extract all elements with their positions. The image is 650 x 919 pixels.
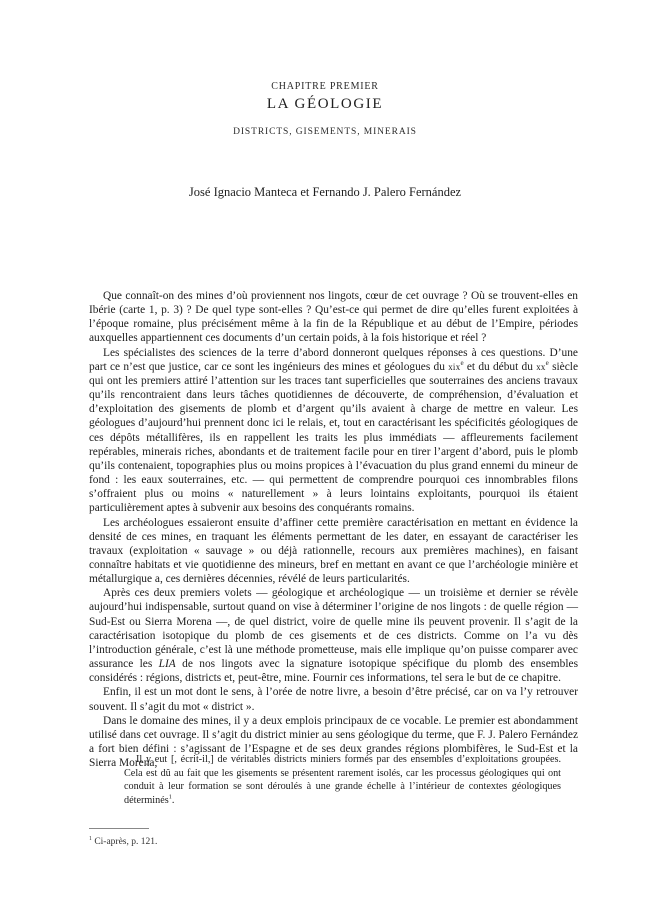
authors: José Ignacio Manteca et Fernando J. Palero Fernández bbox=[188, 185, 462, 199]
paragraph-4-part-a: Après ces deux premiers volets — géologique et archéologique — un troisième et dernier se révèle aujourd’hui indispensable, surtout quand on vise à déterminer l’origine de nos lingots : de quelle région — Sud-Est ou Sierra Morena —, de quel district, voire de quelle mine ils peuvent provenir. Il s’agit de la caractérisation isotopique du plomb de ces gisements et de ces districts. Comme on l’a vu dès l’introduction générale, c’est là une méthode prometteuse, mais elle implique qu’on puisse comparer avec assurance les bbox=[89, 587, 578, 671]
paragraph-6: Dans le domaine des mines, il y a deux emplois principaux de ce vocable. Le premier est abondamment utilisé dans cet ouvrage. Il s’agit du district minier au sens géologique du terme, que F. J. Palero Fernández a fort bien défini : s’agissant de l’Espagne et de ses deux grandes régions plombifères, le Sud-Est et la Sierra Morena, bbox=[89, 714, 578, 770]
paragraph-4 bbox=[89, 586, 578, 685]
chapter-subtitle: DISTRICTS, GISEMENTS, MINERAIS bbox=[233, 127, 417, 137]
paragraph-3: Les archéologues essaieront ensuite d’affiner cette première caractérisation en mettant en évidence la densité de ces mines, en traquant les éléments permettant de les dater, en essayant de caractériser les travaux (exploitation « sauvage » ou déjà rationnelle, recours aux premières machines), en faisant connaître habitats et vie quotidienne des mineurs, bref en mettant en avant ce que l’archéologie minière et métallurgique a, ces dernières décennies, révélé de leurs particularités. bbox=[89, 516, 578, 586]
paragraph-2 bbox=[89, 346, 578, 516]
quote-paragraph bbox=[124, 753, 561, 807]
chapter-title: LA GÉOLOGIE bbox=[266, 96, 384, 112]
century-20: xx bbox=[536, 361, 546, 372]
paragraph-2-part-a: Les spécialistes des sciences de la terre d’abord donneront quelques réponses à ces questions. D’une part ce n’est que justice, car ce sont les ingénieurs des mines et géologues du bbox=[89, 346, 578, 373]
paragraph-1: Que connaît-on des mines d’où proviennent nos lingots, cœur de cet ouvrage ? Où se trouvent-elles en Ibérie (carte 1, p. 3) ? De quel type sont-elles ? Qu’est-ce qui permet de dire qu’elles furent exploitées à l’époque romaine, plus précisément même à la fin de la République et au début de l’Empire, périodes auxquelles appartiennent ces documents d’un certain poids, à la fois historique et réel ? bbox=[89, 290, 578, 345]
paragraph-2-part-c: siècle qui ont les premiers attiré l’attention sur les traces tant superficielles que souterraines des anciens travaux qu’ils rencontraient dans leurs tâches quotidiennes de découverte, de compréhension, d’évaluation et d’exploitation des gisements de plomb et d’argent qu’ils avaient à charge de mettre en valeur. Les géologues d’aujourd’hui prennent donc ici le relais, et, tout en caractérisant les spécificités géologiques de ces dépôts métallifères, ils en rappellent les traits les plus immédiats — affleurements facilement repérables, minerais riches, abondants et de traitement facile pour en tirer l’argent d’abord, puis le plomb qu’ils contenaient, topographies plus ou moins propices à l’évacuation du plus grand ennemi du mineur de fond : les eaux souterraines, etc. — qui permettent de comprendre pourquoi ces innombrables filons s’offraient plus ou moins « naturellement » à leurs lointains exploitants, pourquoi ils étaient particulièrement aptes à subvenir aux besoins des conquérants romains. bbox=[89, 360, 579, 515]
footnote-number: 1 bbox=[89, 835, 92, 842]
body-text bbox=[89, 289, 578, 770]
paragraph-5: Enfin, il est un mot dont le sens, à l’orée de notre livre, a besoin d’être précisé, car on va l’y retrouver souvent. Il s’agit du mot « district ». bbox=[89, 686, 578, 713]
paragraph-4-part-b: de nos lingots avec la signature isotopique spécifique du plomb des ensembles considérés : régions, districts et, peut-être, mine. Fournir ces informations, tel sera le but de ce chapitre. bbox=[89, 658, 579, 685]
century-19: xix bbox=[448, 361, 461, 372]
footnote-text: Ci-après, p. 121. bbox=[91, 837, 158, 847]
century-20-sup: e bbox=[545, 358, 549, 367]
paragraph-2-part-b: et du début du bbox=[463, 360, 537, 373]
footnote bbox=[89, 837, 578, 847]
lia-term: LIA bbox=[158, 658, 176, 671]
quote-end: . bbox=[171, 794, 175, 806]
footnote-divider bbox=[89, 828, 149, 829]
quote-text: Il y eut [, écrit-il,] de véritables districts miniers formés par des ensembles d’exploitations groupées. Cela est dû au fait que les gisements se présentent rarement isolés, car les processus géologiques qui ont conduit à leur formation se sont déroulés à une grande échelle à l’intérieur de contextes géologiques déterminés bbox=[124, 754, 561, 806]
chapter-label: CHAPITRE PREMIER bbox=[271, 81, 379, 92]
footnote-reference[interactable]: 1 bbox=[168, 793, 172, 801]
block-quote bbox=[124, 753, 561, 807]
century-19-sup: e bbox=[460, 358, 464, 367]
